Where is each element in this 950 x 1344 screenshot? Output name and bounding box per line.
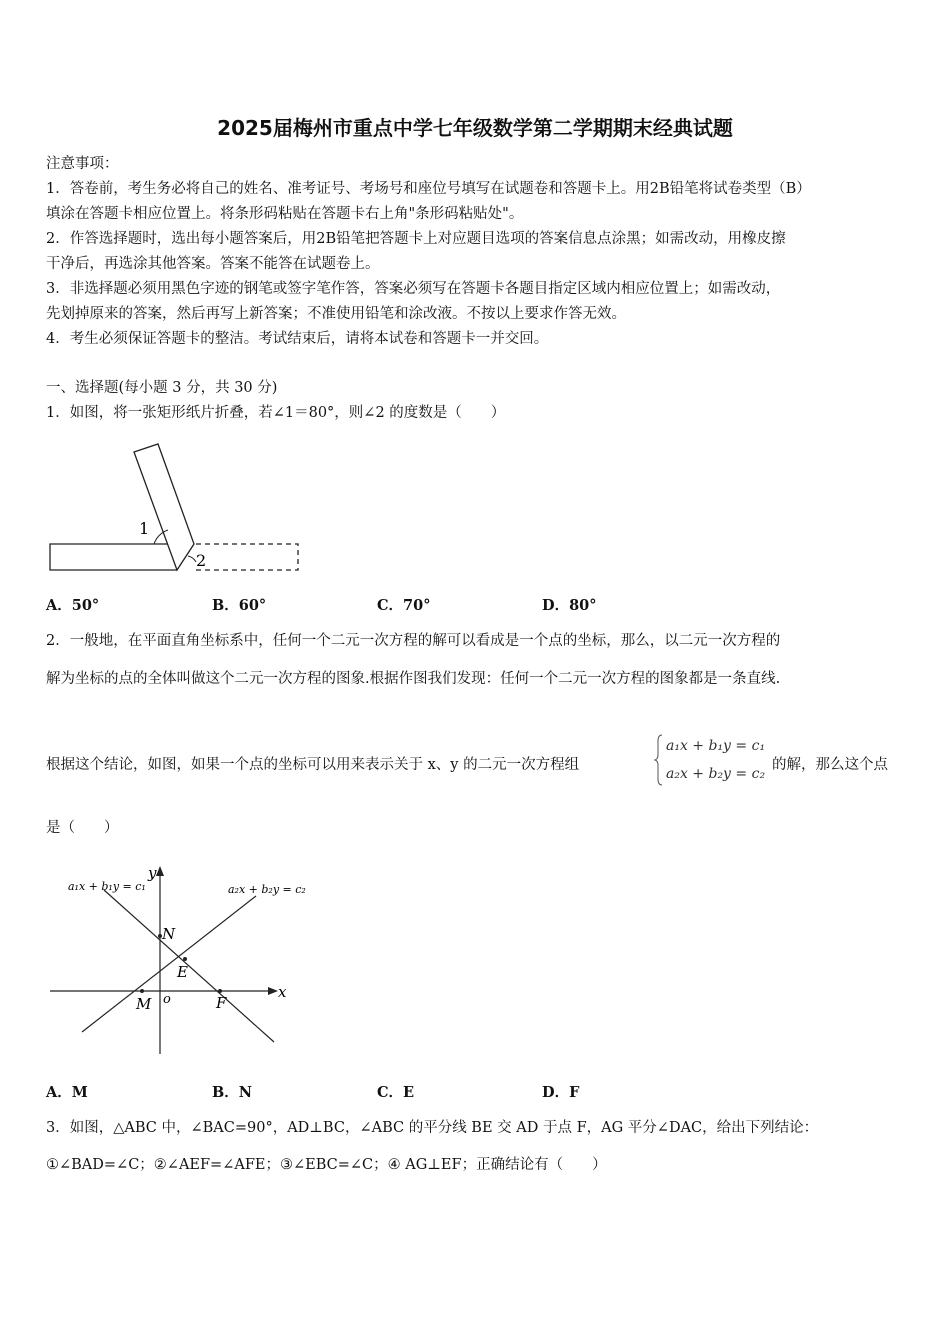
notice-line-4: 干净后，再选涂其他答案。答案不能答在试题卷上。 (46, 256, 380, 272)
notice-heading: 注意事项： (46, 156, 119, 172)
equation-system (654, 733, 769, 787)
x-axis-label: x (278, 983, 287, 1001)
question-2-line-3: 根据这个结论，如图，如果一个点的坐标可以用来表示关于 x、y 的二元一次方程组 (46, 757, 580, 773)
question-1-stem: 1．如图，将一张矩形纸片折叠，若∠1＝80°，则∠2 的度数是（ ） (46, 405, 506, 421)
question-2-line-4: 是（ ） (46, 820, 119, 836)
q1-option-c[interactable]: C．70° (377, 597, 431, 614)
q2-option-d[interactable]: D．F (542, 1084, 580, 1101)
angle-1-label: 1 (139, 519, 150, 538)
notice-line-5: 3．非选择题必须用黑色字迹的钢笔或签字笔作答，答案必须写在答题卡各题目指定区域内相应位置上；如需改动， (46, 281, 781, 297)
question-2-line-3-end: 的解，那么这个点 (772, 757, 888, 773)
notice-line-7: 4．考生必须保证答题卡的整洁。考试结束后，请将本试卷和答题卡一并交回。 (46, 331, 549, 347)
notice-line-1: 1．答卷前，考生务必将自己的姓名、准考证号、考场号和座位号填写在试题卷和答题卡上。用2B铅笔将试卷类型（B） (46, 181, 811, 197)
q2-option-c[interactable]: C．E (377, 1084, 415, 1101)
question-3-line-2: ①∠BAD=∠C；②∠AEF=∠AFE；③∠EBC=∠C；④ AG⊥EF；正确结论有（ ） (46, 1157, 607, 1173)
question-1-figure (46, 440, 306, 580)
notice-line-6: 先划掉原来的答案，然后再写上新答案；不准使用铅笔和涂改液。不按以上要求作答无效。 (46, 306, 626, 322)
q2-option-b[interactable]: B．N (212, 1084, 253, 1101)
notice-line-2: 填涂在答题卡相应位置上。将条形码粘贴在答题卡右上角"条形码粘贴处"。 (46, 206, 524, 222)
line-1-label: a₁x + b₁y = c₁ (68, 880, 146, 893)
page-title: 2025届梅州市重点中学七年级数学第二学期期末经典试题 (217, 116, 733, 140)
angle-2-label: 2 (196, 551, 207, 570)
notice-line-3: 2．作答选择题时，选出每小题答案后，用2B铅笔把答题卡上对应题目选项的答案信息点涂黑；如需改动，用橡皮擦 (46, 231, 786, 247)
equation-1: a₁x + b₁y = c₁ (666, 738, 766, 754)
y-axis-label: y (148, 864, 157, 882)
origin-label: o (163, 992, 171, 1007)
equation-2: a₂x + b₂y = c₂ (666, 766, 766, 782)
question-2-line-1: 2．一般地，在平面直角坐标系中，任何一个二元一次方程的解可以看成是一个点的坐标，那么，以二元一次方程的 (46, 633, 781, 649)
point-e-label: E (177, 963, 188, 981)
q2-option-a[interactable]: A．M (46, 1084, 88, 1101)
point-m-label: M (136, 995, 152, 1013)
point-n-label: N (162, 925, 176, 943)
question-2-figure (46, 860, 306, 1060)
line-2-label: a₂x + b₂y = c₂ (228, 883, 306, 896)
section-heading: 一、选择题(每小题 3 分，共 30 分) (46, 380, 278, 396)
q1-option-d[interactable]: D．80° (542, 597, 597, 614)
q1-option-a[interactable]: A．50° (46, 597, 100, 614)
q1-option-b[interactable]: B．60° (212, 597, 267, 614)
point-f-label: F (216, 994, 227, 1012)
question-3-line-1: 3．如图，△ABC 中，∠BAC=90°，AD⊥BC，∠ABC 的平分线 BE 交 AD 于点 F，AG 平分∠DAC，给出下列结论： (46, 1120, 819, 1136)
question-2-line-2: 解为坐标的点的全体叫做这个二元一次方程的图象.根据作图我们发现：任何一个二元一次方程的图象都是一条直线. (46, 671, 781, 687)
